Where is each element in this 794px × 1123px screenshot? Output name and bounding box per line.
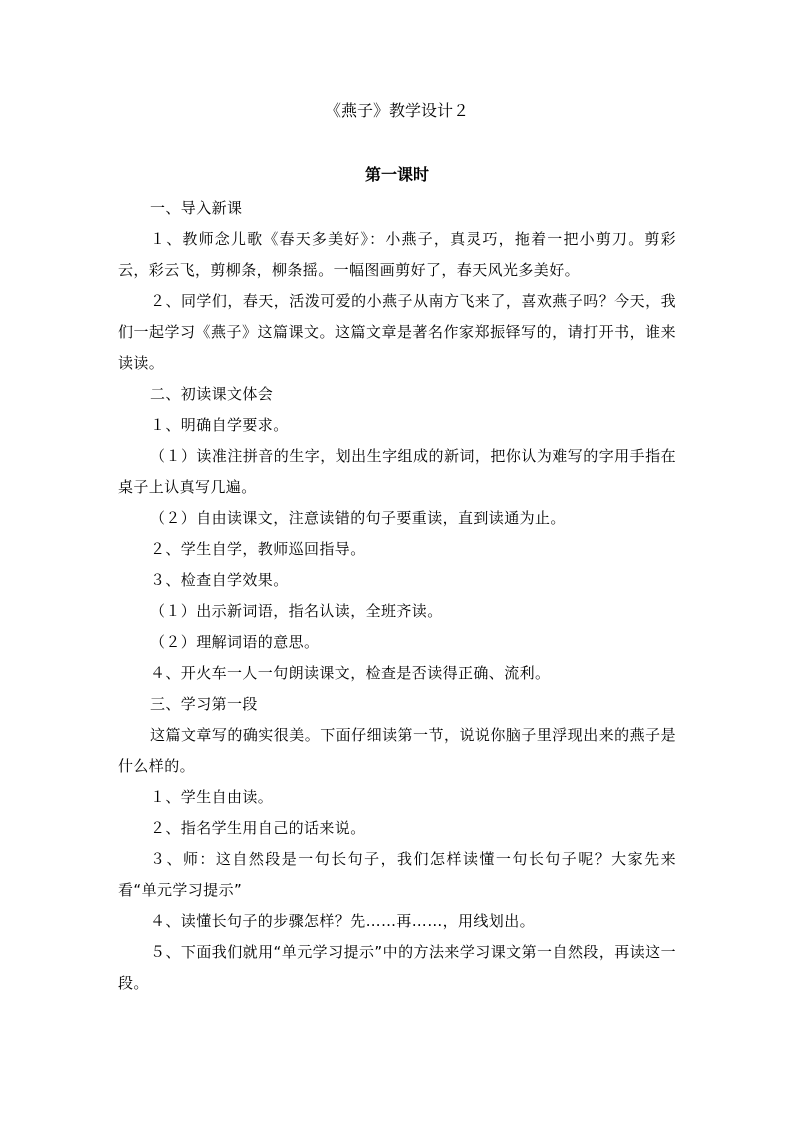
document-body [118,193,676,999]
paragraph: ２、学生自学，教师巡回指导。 [150,540,366,558]
paragraph: ３、师：这自然段是一句长句子，我们怎样读懂一句长句子呢？大家先来看“单元学习提示” [118,850,676,899]
section-heading-first-reading: 二、初读课文体会 [150,385,274,403]
paragraph: １、明确自学要求。 [150,416,289,434]
paragraph: ２、指名学生用自己的话来说。 [150,819,366,837]
paragraph: ２、同学们，春天，活泼可爱的小燕子从南方飞来了，喜欢燕子吗？今天，我们一起学习《燕子》这篇课文。这篇文章是著名作家郑振铎写的，请打开书，谁来读读。 [118,292,676,372]
section-heading-first-paragraph: 三、学习第一段 [150,695,258,713]
paragraph: （２）理解词语的意思。 [150,633,320,651]
document-title: 《燕子》教学设计２ [324,101,469,120]
paragraph: ４、开火车一人一句朗读课文，检查是否读得正确、流利。 [150,664,551,682]
paragraph: 这篇文章写的确实很美。下面仔细读第一节，说说你脑子里浮现出来的燕子是什么样的。 [118,726,676,775]
paragraph: １、教师念儿歌《春天多美好》：小燕子，真灵巧，拖着一把小剪刀。剪彩云，彩云飞，剪柳条，柳条摇。一幅图画剪好了，春天风光多美好。 [118,230,676,279]
paragraph: ４、读懂长句子的步骤怎样？先……再……，用线划出。 [150,912,536,930]
paragraph: （２）自由读课文，注意读错的句子要重读，直到读通为止。 [150,509,566,527]
paragraph: ３、检查自学效果。 [150,571,289,589]
paragraph: （１）出示新词语，指名认读，全班齐读。 [150,602,443,620]
section-heading: 第一课时 [364,165,429,184]
paragraph: １、学生自由读。 [150,788,274,806]
paragraph: ５、下面我们就用“单元学习提示”中的方法来学习课文第一自然段，再读这一段。 [118,943,676,992]
section-heading-intro: 一、导入新课 [150,199,243,217]
paragraph: （１）读准注拼音的生字，划出生字组成的新词，把你认为难写的字用手指在桌子上认真写几遍。 [118,447,676,496]
